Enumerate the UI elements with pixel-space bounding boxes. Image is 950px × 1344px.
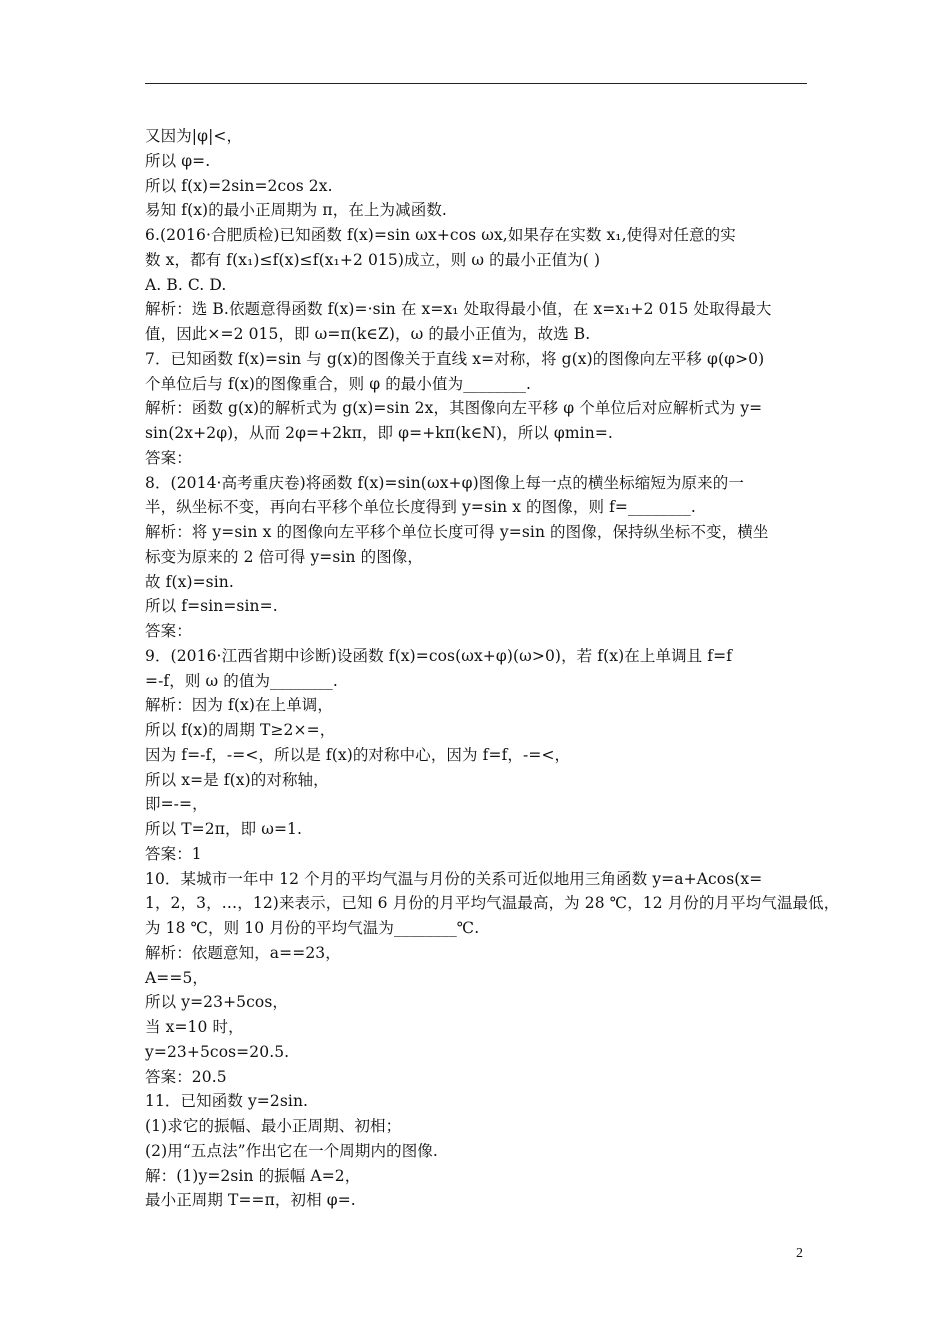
text-line: 所以 f=sin=sin=. [145, 597, 278, 616]
question-10-line: 10．某城市一年中 12 个月的平均气温与月份的关系可近似地用三角函数 y=a+Acos(x= [145, 869, 763, 888]
text-line: 因为 f=-f，-=<，所以是 f(x)的对称中心，因为 f=f，-=<， [145, 745, 571, 764]
text-line: 解析：将 y=sin x 的图像向左平移个单位长度可得 y=sin 的图像，保持纵坐标不变，横坐 [145, 523, 769, 541]
text-line: (1)求它的振幅、最小正周期、初相； [145, 1117, 402, 1135]
answer-line: 答案： [145, 448, 192, 467]
text-line: 最小正周期 T==π，初相 φ=. [145, 1191, 356, 1210]
text-line: 解析：选 B.依题意得函数 f(x)=·sin 在 x=x₁ 处取得最小值，在 x=x₁+2 015 处取得最大 [145, 300, 772, 319]
page-number: 2 [796, 1246, 803, 1261]
text-line: (2)用“五点法”作出它在一个周期内的图像. [145, 1141, 438, 1160]
text-line: A==5， [145, 968, 209, 987]
text-line: 为 18 ℃，则 10 月份的平均气温为________℃. [145, 919, 480, 937]
question-8-line: 8．(2014·高考重庆卷)将函数 f(x)=sin(ωx+φ)图像上每一点的横坐标缩短为原来的一 [145, 473, 744, 492]
text-line: 数 x，都有 f(x₁)≤f(x)≤f(x₁+2 015)成立，则 ω 的最小正值为( ) [145, 250, 601, 269]
text-line: 值，因此×=2 015，即 ω=π(k∈Z)，ω 的最小正值为，故选 B. [145, 325, 591, 343]
text-line: 所以 T=2π，即 ω=1. [145, 820, 303, 838]
answer-line: 答案： [145, 622, 192, 640]
text-line: 个单位后与 f(x)的图像重合，则 φ 的最小值为________. [145, 374, 532, 393]
question-9-line: 9．(2016·江西省期中诊断)设函数 f(x)=cos(ωx+φ)(ω>0)，若 f(x)在上单调且 f=f [145, 646, 733, 665]
text-line: 解析：函数 g(x)的解析式为 g(x)=sin 2x，其图像向左平移 φ 个单位后对应解析式为 y= [145, 399, 763, 418]
text-line: 又因为|φ|<， [145, 127, 243, 145]
header-rule [145, 83, 807, 84]
text-line: y=23+5cos=20.5. [145, 1042, 290, 1061]
question-11-line: 11．已知函数 y=2sin. [145, 1092, 309, 1111]
text-line: 所以 f(x)的周期 T≥2×=， [145, 721, 336, 739]
text-line: 所以 φ=. [145, 151, 211, 170]
text-line: 所以 f(x)=2sin=2cos 2x. [145, 176, 333, 195]
text-line: 故 f(x)=sin. [145, 572, 234, 591]
text-line: 易知 f(x)的最小正周期为 π，在上为减函数. [145, 201, 447, 220]
text-line: 解：(1)y=2sin 的振幅 A=2， [145, 1166, 361, 1185]
text-line: 即=-=， [145, 795, 208, 814]
question-6-line: 6.(2016·合肥质检)已知函数 f(x)=sin ωx+cos ωx,如果存在实数 x₁,使得对任意的实 [145, 226, 736, 244]
text-line: 解析：依题意知，a==23， [145, 943, 341, 962]
document-body [145, 124, 840, 1213]
question-7-line: 7．已知函数 f(x)=sin 与 g(x)的图像关于直线 x=对称，将 g(x)的图像向左平移 φ(φ>0) [145, 349, 765, 368]
text-line: =-f，则 ω 的值为________. [145, 671, 338, 690]
text-line: sin(2x+2φ)，从而 2φ=+2kπ，即 φ=+kπ(k∈N)，所以 φmin=. [145, 424, 613, 442]
text-line: 当 x=10 时， [145, 1018, 244, 1036]
text-line: 所以 x=是 f(x)的对称轴， [145, 770, 329, 789]
answer-line: 答案：20.5 [145, 1067, 227, 1086]
text-line: 解析：因为 f(x)在上单调， [145, 696, 334, 715]
text-line: 1，2，3，…，12)来表示，已知 6 月份的月平均气温最高，为 28 ℃，12 月份的月平均气温最低， [145, 894, 840, 913]
text-line: 标变为原来的 2 倍可得 y=sin 的图像， [145, 547, 424, 566]
text-line: 所以 y=23+5cos， [145, 993, 289, 1012]
answer-line: 答案：1 [145, 844, 202, 863]
answer-options: A. B. C. D. [145, 275, 227, 294]
text-line: 半，纵坐标不变，再向右平移个单位长度得到 y=sin x 的图像，则 f=________. [145, 498, 696, 517]
